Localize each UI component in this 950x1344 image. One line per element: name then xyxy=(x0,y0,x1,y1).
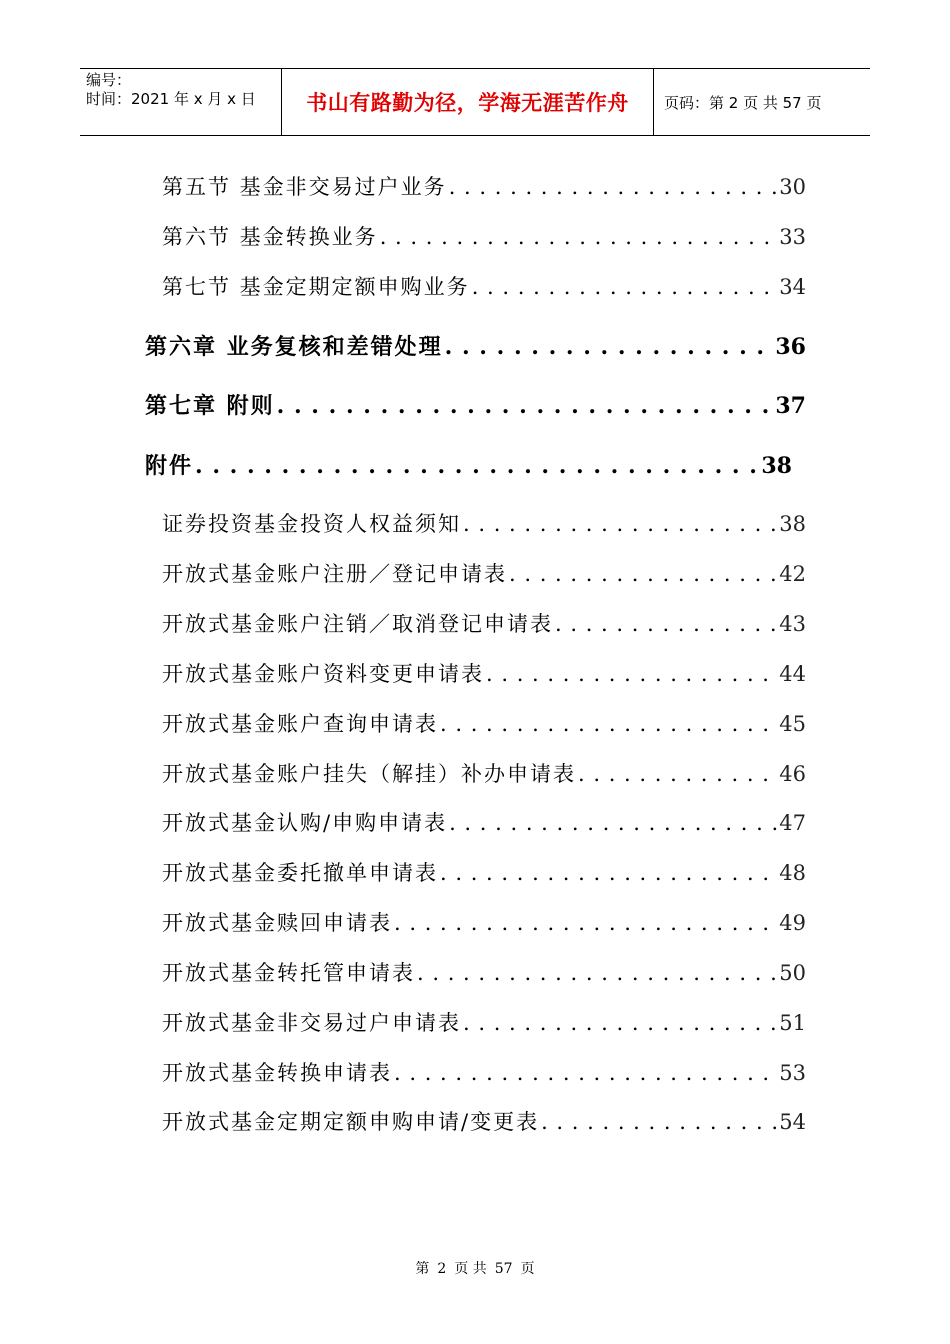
toc-entry[interactable] xyxy=(162,1007,806,1037)
toc-entry-page: 54 xyxy=(779,1110,806,1134)
toc-entry-title: 开放式基金账户资料变更申请表 xyxy=(162,662,484,686)
footer-mid: 页 共 xyxy=(454,1261,487,1277)
toc-entry-page: 44 xyxy=(779,662,806,686)
toc-entry-page: 53 xyxy=(779,1061,806,1085)
toc-entry-title: 开放式基金委托撤单申请表 xyxy=(162,861,438,885)
header-meta xyxy=(80,69,282,135)
toc-entry-page: 47 xyxy=(779,811,806,835)
toc-entry-title: 开放式基金转换申请表 xyxy=(162,1061,392,1085)
toc-entry-title: 附件 xyxy=(145,453,194,479)
toc-entry[interactable] xyxy=(162,171,806,201)
toc-entry[interactable] xyxy=(162,271,806,301)
toc-leader xyxy=(277,393,774,419)
time-label: 时间：2021 年 x 月 x 日 xyxy=(86,90,256,108)
toc-entry-page: 36 xyxy=(775,334,806,360)
footer-prefix: 第 xyxy=(415,1261,430,1277)
toc-entry[interactable] xyxy=(162,508,806,538)
toc-leader xyxy=(555,612,777,636)
toc-leader xyxy=(578,762,777,786)
toc-entry-title: 开放式基金账户挂失（解挂）补办申请表 xyxy=(162,762,576,786)
toc-entry-title: 第五节 基金非交易过户业务 xyxy=(162,175,447,199)
toc-leader xyxy=(445,334,774,360)
toc-leader xyxy=(449,175,778,199)
toc-entry-page: 38 xyxy=(779,512,806,536)
toc-entry-title: 开放式基金非交易过户申请表 xyxy=(162,1011,461,1035)
toc-entry[interactable] xyxy=(162,558,806,588)
toc-leader xyxy=(463,512,777,536)
page-footer xyxy=(0,1258,950,1278)
header-page-info: 页码：第 2 页 共 57 页 xyxy=(664,93,822,112)
toc-entry-page: 48 xyxy=(779,861,806,885)
toc-entry-title: 第六章 业务复核和差错处理 xyxy=(145,334,443,360)
toc-entry[interactable] xyxy=(162,907,806,937)
toc-entry[interactable] xyxy=(162,221,806,251)
toc-entry-title: 第七节 基金定期定额申购业务 xyxy=(162,275,470,299)
toc-entry-title: 第六节 基金转换业务 xyxy=(162,225,378,249)
toc-leader xyxy=(463,1011,777,1035)
toc-entry[interactable] xyxy=(162,608,806,638)
toc-chapter-entry[interactable] xyxy=(145,330,806,361)
toc-leader xyxy=(394,911,777,935)
toc-chapter-entry[interactable] xyxy=(145,449,792,480)
toc-entry[interactable] xyxy=(162,857,806,887)
toc-entry[interactable] xyxy=(162,1106,806,1136)
toc-leader xyxy=(380,225,778,249)
footer-current-page: 2 xyxy=(437,1261,447,1277)
toc-leader xyxy=(440,861,777,885)
footer-total-pages: 57 xyxy=(494,1261,513,1277)
toc-entry-page: 37 xyxy=(775,393,806,419)
toc-leader xyxy=(195,453,759,479)
toc-entry-page: 33 xyxy=(779,225,806,249)
toc-entry-page: 34 xyxy=(779,275,806,299)
toc-entry-title: 开放式基金认购/申购申请表 xyxy=(162,811,448,835)
toc-entry[interactable] xyxy=(162,708,806,738)
toc-entry-title: 开放式基金账户注销／取消登记申请表 xyxy=(162,612,553,636)
page-header xyxy=(80,68,870,136)
toc-chapter-entry[interactable] xyxy=(145,389,806,420)
toc-entry-title: 开放式基金赎回申请表 xyxy=(162,911,392,935)
toc-entry-page: 51 xyxy=(779,1011,806,1035)
toc-entry-title: 证券投资基金投资人权益须知 xyxy=(162,512,461,536)
toc-entry-title: 开放式基金账户查询申请表 xyxy=(162,712,438,736)
toc-leader xyxy=(486,662,777,686)
toc-entry[interactable] xyxy=(162,957,806,987)
header-motto-cell xyxy=(282,69,654,135)
toc-entry[interactable] xyxy=(162,758,806,788)
toc-entry-title: 开放式基金转托管申请表 xyxy=(162,961,415,985)
toc-entry-page: 38 xyxy=(761,453,792,479)
toc-leader xyxy=(417,961,777,985)
toc-leader xyxy=(394,1061,777,1085)
toc-entry[interactable] xyxy=(162,807,806,837)
number-label: 编号： xyxy=(86,71,132,89)
footer-suffix: 页 xyxy=(520,1261,535,1277)
toc-entry-title: 开放式基金账户注册／登记申请表 xyxy=(162,562,507,586)
toc-entry[interactable] xyxy=(162,658,806,688)
toc-leader xyxy=(509,562,777,586)
toc-leader xyxy=(449,811,777,835)
toc-entry-title: 第七章 附则 xyxy=(145,393,275,419)
toc-leader xyxy=(472,275,778,299)
toc-entry-page: 30 xyxy=(779,175,806,199)
toc-entry-page: 45 xyxy=(779,712,806,736)
toc-entry-page: 50 xyxy=(779,961,806,985)
toc-entry-page: 42 xyxy=(779,562,806,586)
toc-leader xyxy=(440,712,777,736)
toc-entry-page: 49 xyxy=(779,911,806,935)
toc-entry-page: 43 xyxy=(779,612,806,636)
toc-leader xyxy=(541,1110,777,1134)
toc-entry-title: 开放式基金定期定额申购申请/变更表 xyxy=(162,1110,540,1134)
toc-entry[interactable] xyxy=(162,1057,806,1087)
header-motto: 书山有路勤为径，学海无涯苦作舟 xyxy=(306,91,629,115)
toc-entry-page: 46 xyxy=(779,762,806,786)
